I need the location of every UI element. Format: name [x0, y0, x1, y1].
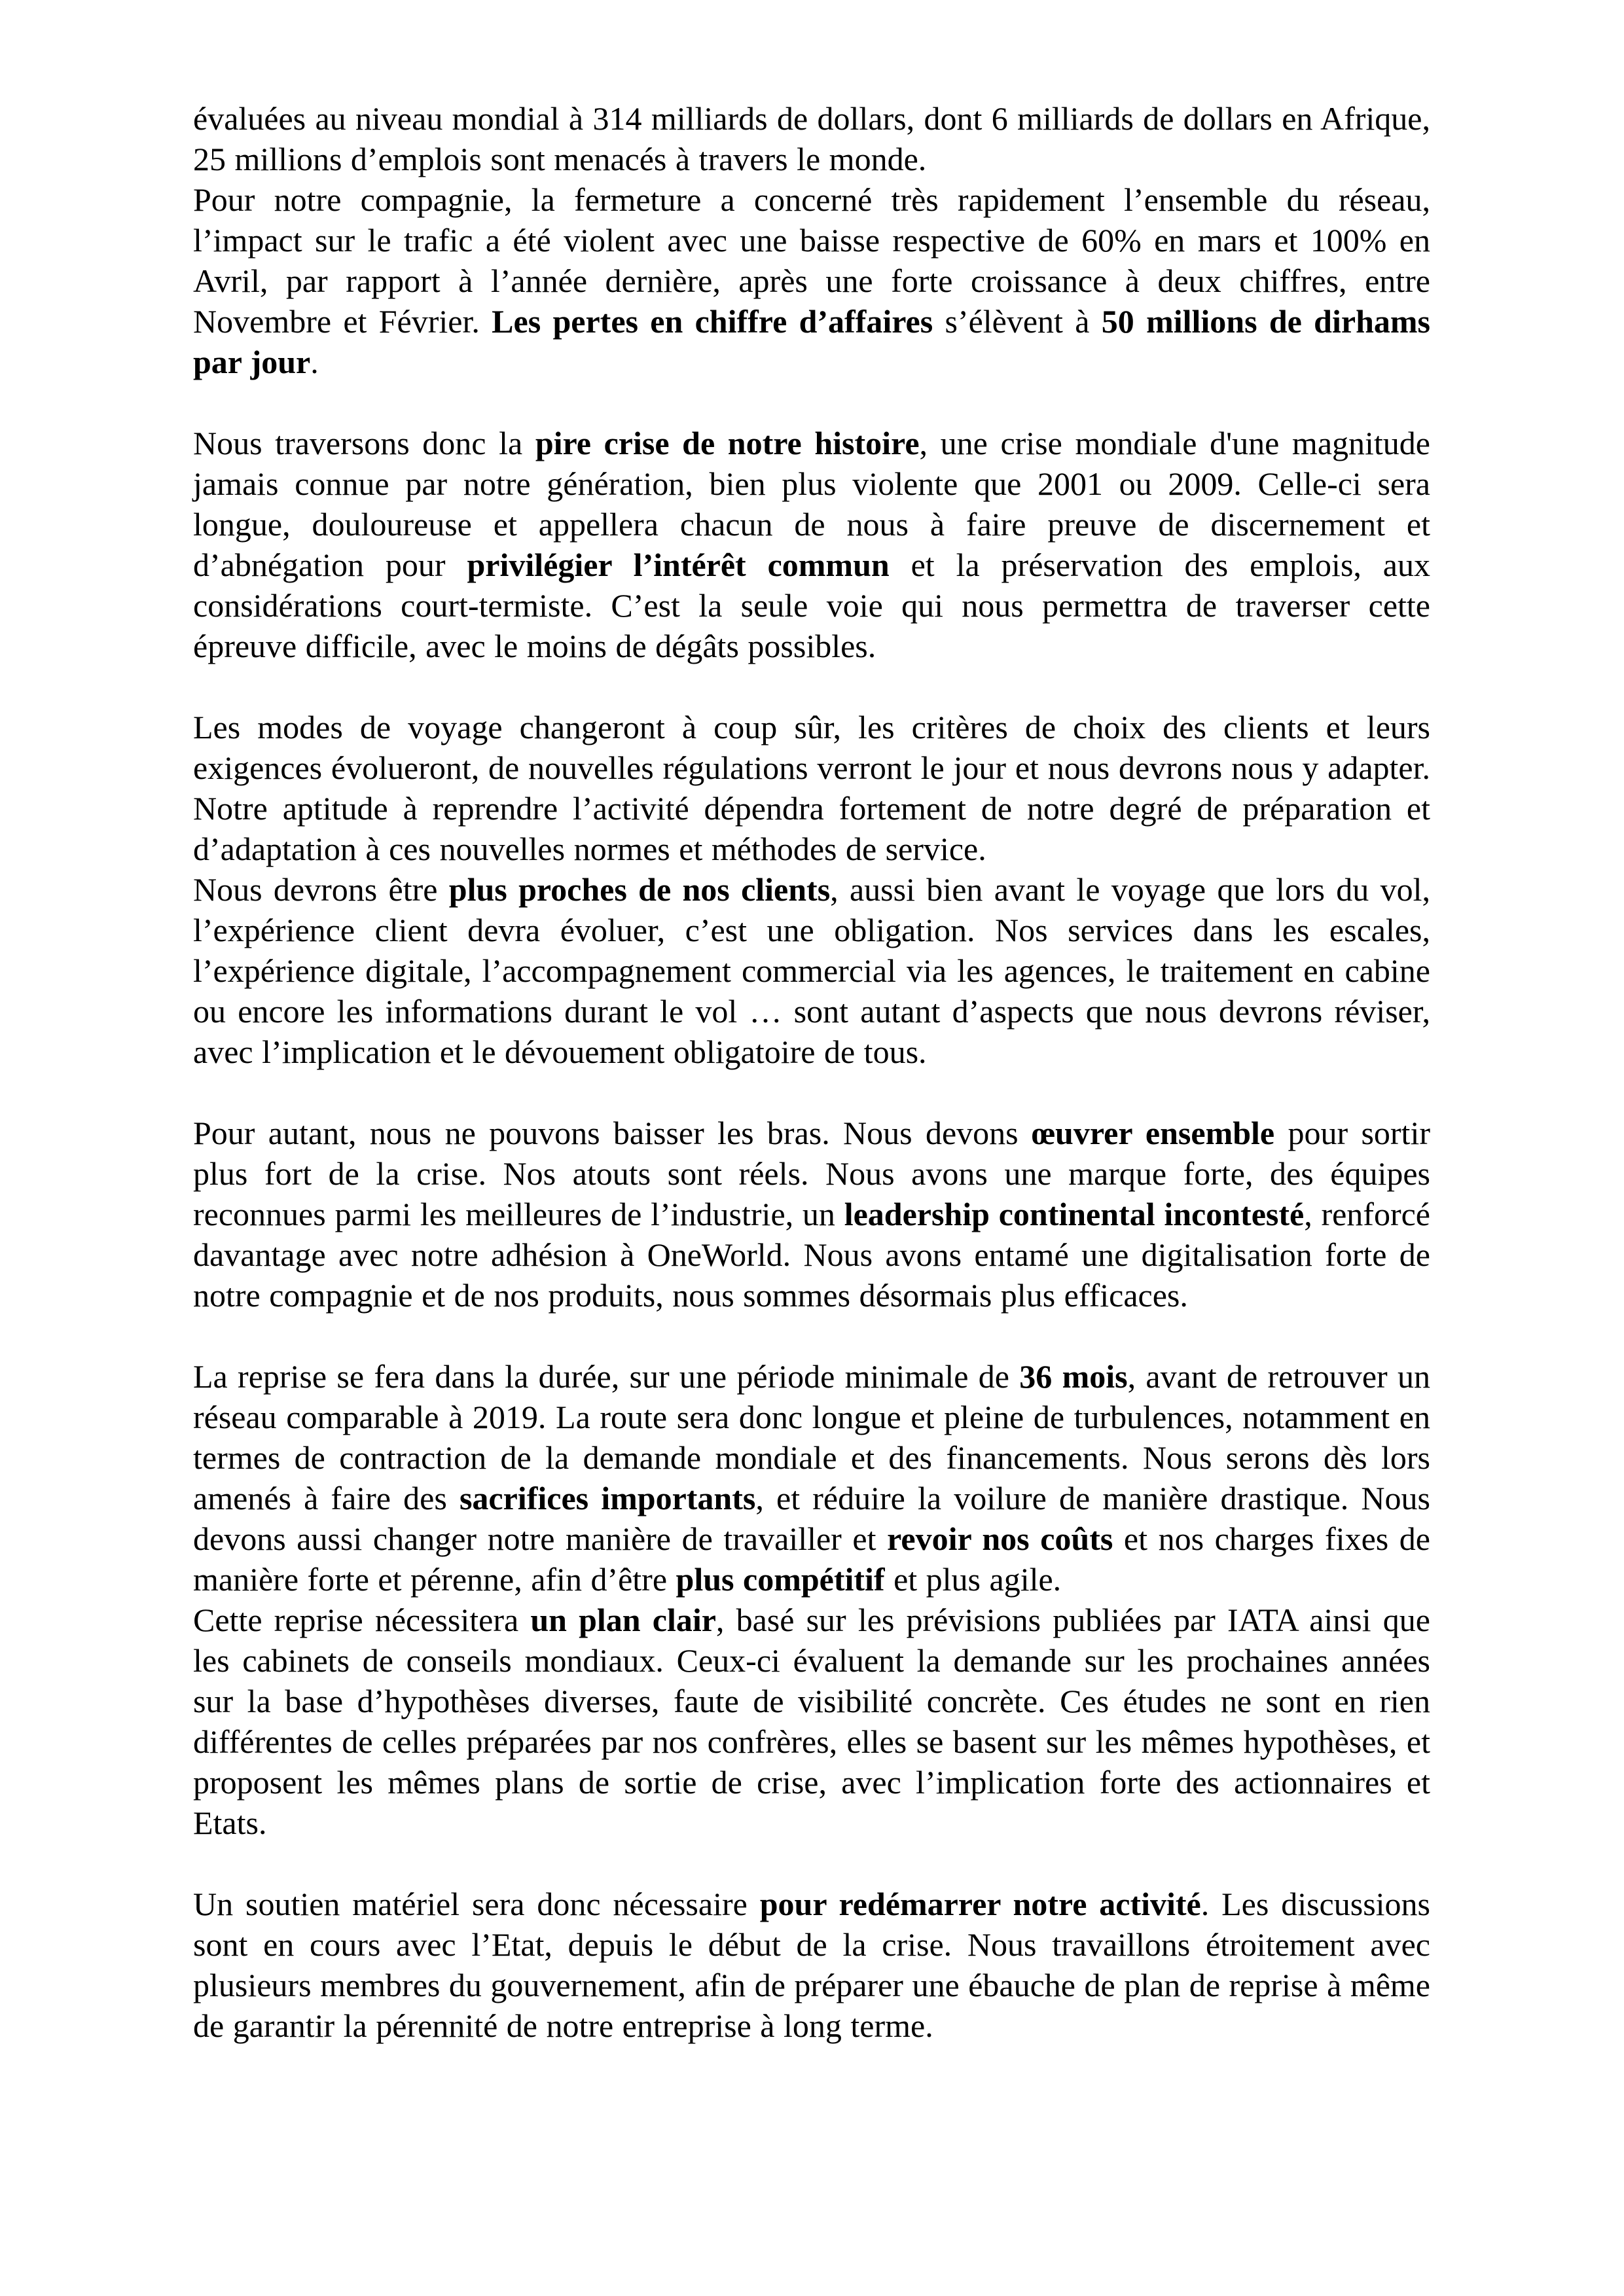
- text-segment: et plus agile.: [884, 1561, 1062, 1598]
- bold-text-segment: 36 mois: [1019, 1358, 1128, 1395]
- bold-text-segment: pour redémarrer notre activité: [759, 1886, 1201, 1922]
- text-segment: et nos charges fixes de manière forte et pérenne, afin d’être: [193, 1520, 1431, 1598]
- text-segment: , basé sur les prévisions publiées par IATA ainsi que les cabinets de conseils mondiaux. Ceux-ci évaluent la demande sur les prochaines années sur la base d’hypothèses diverses, faute de visibilité concrète. Ces études ne sont en rien différentes de celles préparées par nos confrères, elles se basent sur les mêmes hypothèses, et proposent les mêmes plans de sortie de crise, avec l’implication forte des actionnaires et Etats.: [193, 1602, 1431, 1841]
- bold-text-segment: 50 millions de dirhams par jour: [193, 303, 1430, 380]
- text-segment: .: [310, 344, 319, 380]
- bold-text-segment: un plan clair: [530, 1602, 716, 1638]
- paragraph: [193, 1600, 1430, 1843]
- text-segment: , une crise mondiale d'une magnitude jamais connue par notre génération, bien plus violente que 2001 ou 2009. Celle-ci sera longue, douloureuse et appellera chacun de nous à faire preuve de discernement et d’abnégation pour: [193, 425, 1430, 583]
- text-segment: , renforcé davantage avec notre adhésion à OneWorld. Nous avons entamé une digitalisation forte de notre compagnie et de nos produits, nous sommes désormais plus efficaces.: [193, 1196, 1430, 1314]
- bold-text-segment: plus compétitif: [676, 1561, 885, 1598]
- bold-text-segment: privilégier l’intérêt commun: [467, 547, 890, 583]
- text-segment: Pour notre compagnie, la fermeture a concerné très rapidement l’ensemble du réseau, l’impact sur le trafic a été violent avec une baisse respective de 60% en mars et 100% en Avril, par rapport à l’année dernière, après une forte croissance à deux chiffres, entre Novembre et Février.: [193, 181, 1430, 340]
- text-segment: évaluées au niveau mondial à 314 milliards de dollars, dont 6 milliards de dollars en Afrique, 25 millions d’emplois sont menacés à travers le monde.: [193, 100, 1430, 177]
- text-segment: s’élèvent à: [933, 303, 1102, 340]
- paragraph: [193, 1113, 1430, 1316]
- bold-text-segment: leadership continental incontesté: [844, 1196, 1305, 1232]
- paragraph: [193, 869, 1430, 1072]
- paragraph: [193, 1884, 1430, 2046]
- paragraph: [193, 423, 1430, 666]
- paragraph: [193, 179, 1430, 382]
- bold-text-segment: sacrifices importants: [459, 1480, 756, 1516]
- paragraph: [193, 1356, 1430, 1600]
- text-segment: , avant de retrouver un réseau comparable à 2019. La route sera donc longue et pleine de turbulences, notamment en termes de contraction de la demande mondiale et des financements. Nous serons dès lors amenés à faire des: [193, 1358, 1431, 1516]
- text-segment: pour sortir plus fort de la crise. Nos atouts sont réels. Nous avons une marque forte, des équipes reconnues parmi les meilleures de l’industrie, un: [193, 1115, 1430, 1232]
- bold-text-segment: Les pertes en chiffre d’affaires: [492, 303, 933, 340]
- text-segment: Un soutien matériel sera donc nécessaire: [193, 1886, 760, 1922]
- text-segment: Cette reprise nécessitera: [193, 1602, 531, 1638]
- bold-text-segment: pire crise de notre histoire: [535, 425, 920, 461]
- bold-text-segment: revoir nos coûts: [887, 1520, 1113, 1557]
- bold-text-segment: plus proches de nos clients: [448, 871, 831, 908]
- paragraph: [193, 98, 1430, 179]
- text-segment: , aussi bien avant le voyage que lors du vol, l’expérience client devra évoluer, c’est une obligation. Nos services dans les escales, l’expérience digitale, l’accompagnement commercial via les agences, le traitement en cabine ou encore les informations durant le vol … sont autant d’aspects que nous devrons réviser, avec l’implication et le dévouement obligatoire de tous.: [193, 871, 1431, 1070]
- text-segment: et la préservation des emplois, aux considérations court-termiste. C’est la seule voie qui nous permettra de traverser cette épreuve difficile, avec le moins de dégâts possibles.: [193, 547, 1430, 664]
- text-segment: , et réduire la voilure de manière drastique. Nous devons aussi changer notre manière de travailler et: [193, 1480, 1430, 1557]
- paragraph: [193, 707, 1430, 869]
- text-segment: Nous devrons être: [193, 871, 449, 908]
- text-segment: La reprise se fera dans la durée, sur une période minimale de: [193, 1358, 1020, 1395]
- bold-text-segment: œuvrer ensemble: [1031, 1115, 1275, 1151]
- text-segment: Nous traversons donc la: [193, 425, 535, 461]
- text-segment: Les modes de voyage changeront à coup sûr, les critères de choix des clients et leurs exigences évolueront, de nouvelles régulations verront le jour et nous devrons nous y adapter. Notre aptitude à reprendre l’activité dépendra fortement de notre degré de préparation et d’adaptation à ces nouvelles normes et méthodes de service.: [193, 709, 1430, 867]
- text-segment: . Les discussions sont en cours avec l’Etat, depuis le début de la crise. Nous travaillons étroitement avec plusieurs membres du gouvernement, afin de préparer une ébauche de plan de reprise à même de garantir la pérennité de notre entreprise à long terme.: [193, 1886, 1430, 2044]
- document-text: [193, 98, 1430, 2046]
- text-segment: Pour autant, nous ne pouvons baisser les bras. Nous devons: [193, 1115, 1032, 1151]
